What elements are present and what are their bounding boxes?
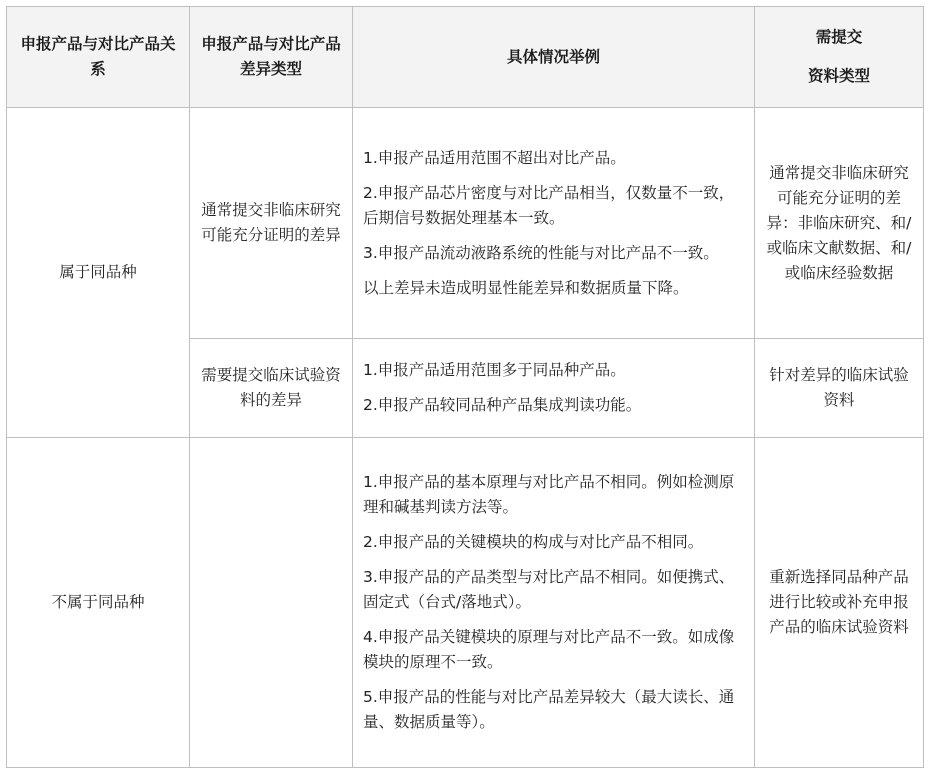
example-item: 3.申报产品的产品类型与对比产品不相同。如便携式、固定式（台式/落地式）。 (363, 568, 735, 611)
example-item: 3.申报产品流动液路系统的性能与对比产品不一致。 (363, 243, 719, 262)
header-examples: 具体情况举例 (353, 7, 755, 108)
comparison-table (6, 6, 924, 768)
examples-cell (353, 438, 755, 768)
material-cell: 针对差异的临床试验资料 (755, 339, 924, 438)
diff-type-cell (190, 438, 353, 768)
example-item: 2.申报产品的关键模块的构成与对比产品不相同。 (363, 533, 704, 551)
example-item: 1.申报产品适用范围不超出对比产品。 (363, 148, 626, 167)
relation-cell: 不属于同品种 (7, 438, 190, 768)
example-item: 1.申报产品适用范围多于同品种产品。 (363, 361, 626, 379)
relation-cell: 属于同品种 (7, 108, 190, 438)
header-material-type (755, 7, 924, 108)
header-row (7, 7, 924, 108)
example-item: 4.申报产品关键模块的原理与对比产品不一致。如成像模块的原理不一致。 (363, 628, 735, 671)
header-material-line1: 需提交 (815, 28, 863, 46)
header-diff-type: 申报产品与对比产品差异类型 (190, 7, 353, 108)
header-material-line2: 资料类型 (807, 67, 870, 85)
material-cell: 重新选择同品种产品进行比较或补充申报产品的临床试验资料 (755, 438, 924, 768)
example-item: 2.申报产品较同品种产品集成判读功能。 (363, 396, 642, 414)
example-item: 5.申报产品的性能与对比产品差异较大（最大读长、通量、数据质量等）。 (363, 688, 735, 731)
material-cell: 通常提交非临床研究可能充分证明的差异：非临床研究、和/或临床文献数据、和/或临床经验数据 (755, 108, 924, 339)
header-relation: 申报产品与对比产品关系 (7, 7, 190, 108)
example-item: 2.申报产品芯片密度与对比产品相当，仅数量不一致，后期信号数据处理基本一致。 (363, 183, 735, 227)
table-row (7, 438, 924, 768)
diff-type-cell: 通常提交非临床研究可能充分证明的差异 (190, 108, 353, 339)
examples-cell (353, 108, 755, 339)
example-item: 以上差异未造成明显性能差异和数据质量下降。 (363, 278, 689, 297)
example-item: 1.申报产品的基本原理与对比产品不相同。例如检测原理和碱基判读方法等。 (363, 473, 735, 516)
examples-cell (353, 339, 755, 438)
table-row (7, 108, 924, 339)
diff-type-cell: 需要提交临床试验资料的差异 (190, 339, 353, 438)
